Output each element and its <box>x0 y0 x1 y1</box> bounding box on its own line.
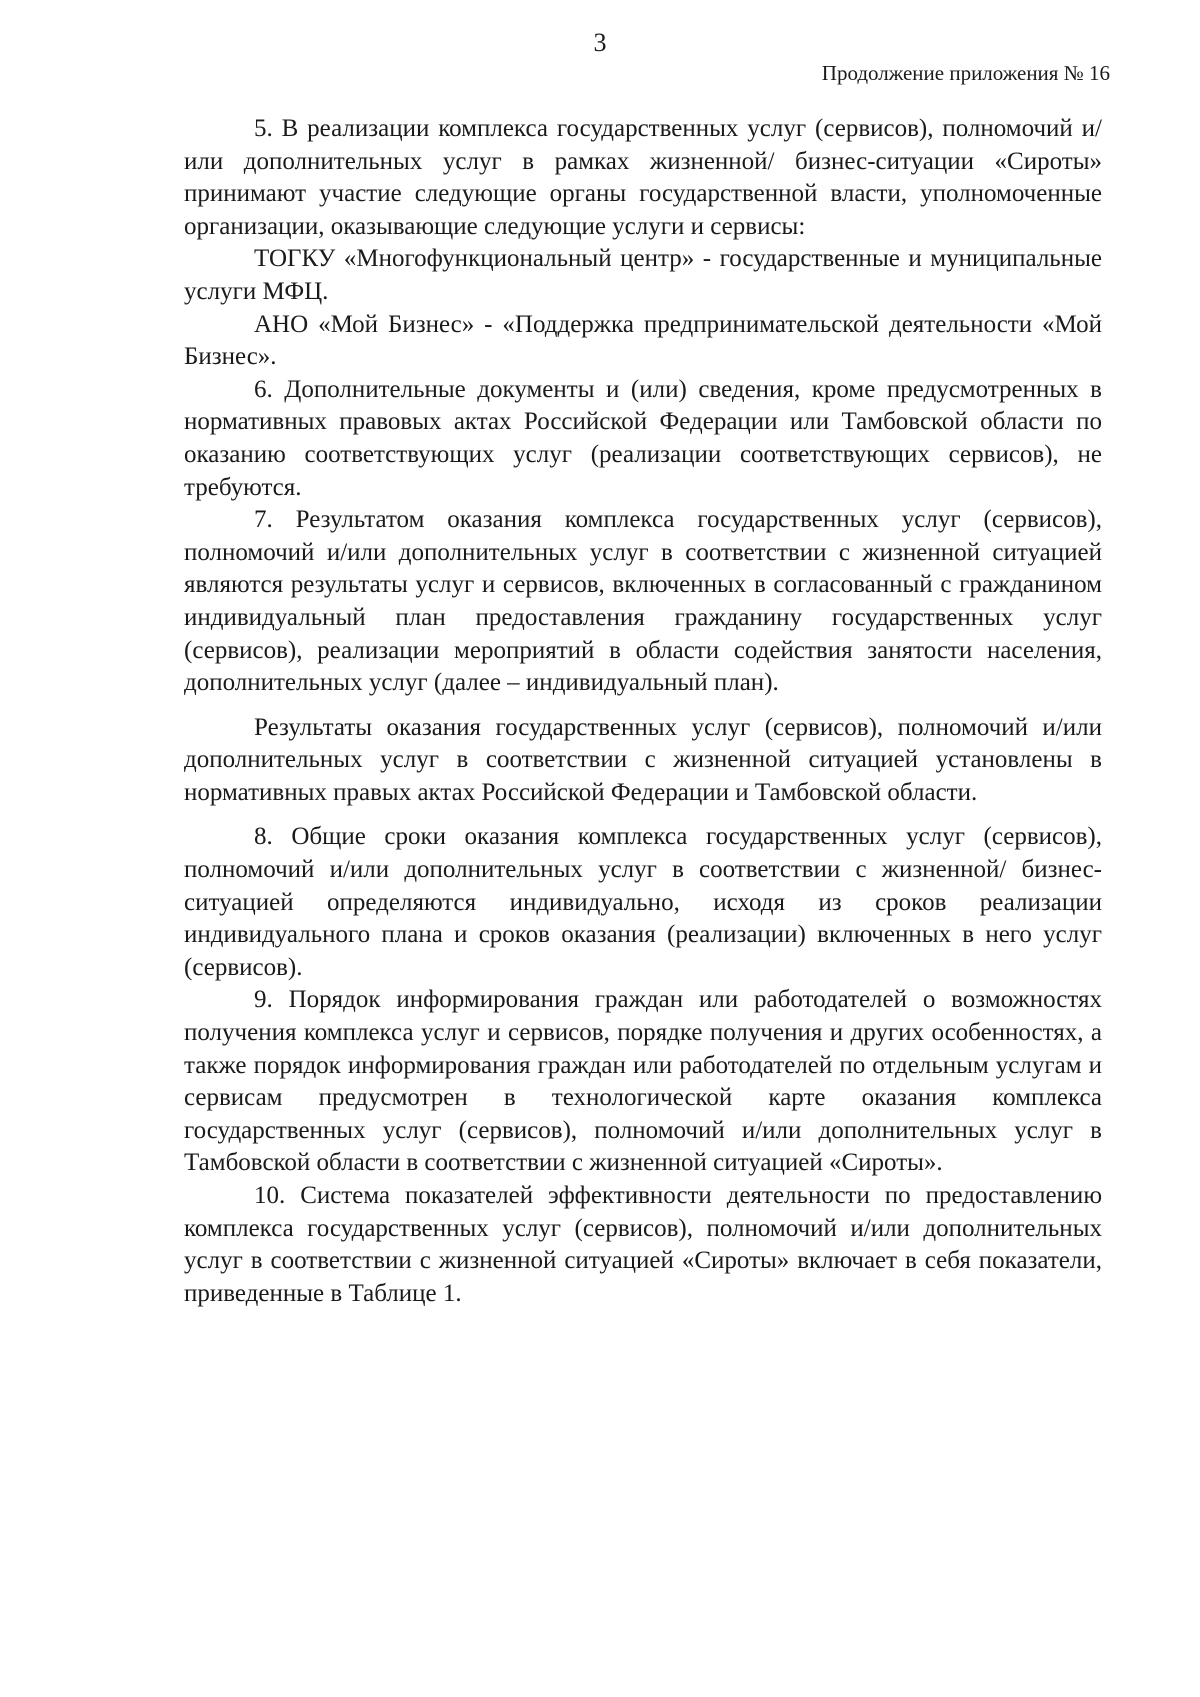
paragraph-5: 5. В реализации комплекса государственных услуг (сервисов), полномочий и/или дополнительных услуг в рамках жизненной/ бизнес-ситуации «Сироты» принимают участие следующие органы государственной власти, уполномоченные организации, оказывающие следующие услуги и сервисы: <box>184 115 1102 240</box>
paragraph-5-ano: АНО «Мой Бизнес» - «Поддержка предпринимательской деятельности «Мой Бизнес». <box>184 310 1102 371</box>
paragraph-5-mfc: ТОГКУ «Многофункциональный центр» - государственные и муниципальные услуги МФЦ. <box>184 245 1102 305</box>
paragraph-7-results: Результаты оказания государственных услуг (сервисов), полномочий и/или дополнительных услуг в соответствии с жизненной ситуацией установлены в нормативных правых актах Российской Федерации и Тамбовской области. <box>184 713 1102 806</box>
paragraph-9: 9. Порядок информирования граждан или работодателей о возможностях получения комплекса услуг и сервисов, порядке получения и других особенностях, а также порядок информирования граждан или работодателей по отдельным услугам и сервисам предусмотрен в технологической карте оказания комплекса государственных услуг (сервисов), полномочий и/или дополнительных услуг в Тамбовской области в соответствии с жизненной ситуацией «Сироты». <box>184 986 1102 1177</box>
page-number: 3 <box>593 28 607 57</box>
document-body <box>184 113 1102 1310</box>
appendix-continuation-note: Продолжение приложения № 16 <box>821 61 1110 85</box>
paragraph-6: 6. Дополнительные документы и (или) сведения, кроме предусмотренных в нормативных правовых актах Российской Федерации или Тамбовской области по оказанию соответствующих услуг (реализации соответствующих сервисов), не требуются. <box>184 375 1102 501</box>
paragraph-8: 8. Общие сроки оказания комплекса государственных услуг (сервисов), полномочий и/или дополнительных услуг в соответствии с жизненной/ бизнес-ситуацией определяются индивидуально, исходя из сроков реализации индивидуального плана и сроков оказания (реализации) включенных в него услуг (сервисов). <box>184 823 1102 981</box>
paragraph-10: 10. Система показателей эффективности деятельности по предоставлению комплекса государственных услуг (сервисов), полномочий и/или дополнительных услуг в соответствии с жизненной ситуацией «Сироты» включает в себя показатели, приведенные в Таблице 1. <box>184 1182 1102 1307</box>
paragraph-7: 7. Результатом оказания комплекса государственных услуг (сервисов), полномочий и/или дополнительных услуг в соответствии с жизненной ситуацией являются результаты услуг и сервисов, включенных в согласованный с гражданином индивидуальный план предоставления гражданину государственных услуг (сервисов), реализации мероприятий в области содействия занятости населения, дополнительных услуг (далее – индивидуальный план). <box>184 506 1102 697</box>
